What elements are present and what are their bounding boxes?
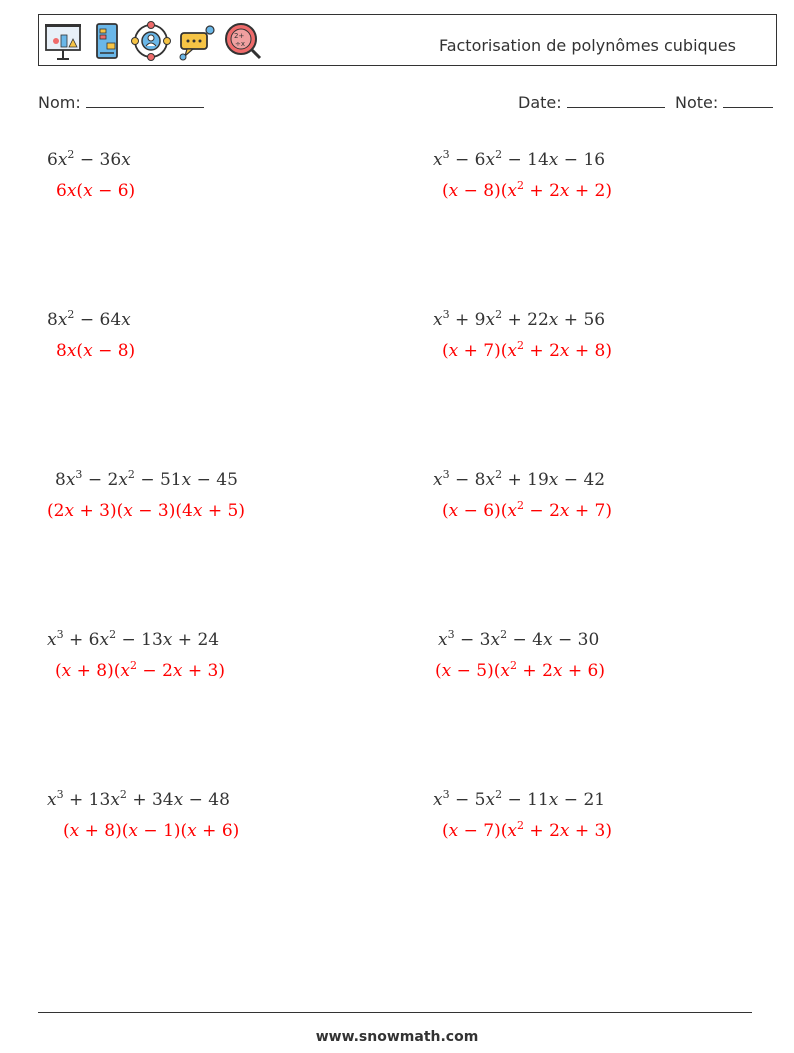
footer-url[interactable]: www.snowmath.com xyxy=(315,1029,479,1045)
presentation-board-icon xyxy=(43,21,83,61)
exercise-answer: 8x(x − 8) xyxy=(56,341,136,361)
exercise-problem: $x^3 - 8x^2 + 19x - 42$ xyxy=(433,468,606,490)
exercise-answer: 6x(x − 6) xyxy=(56,181,136,201)
name-label: Nom: xyxy=(38,93,81,112)
exercise-answer: $(x + 7)(x^2 + 2x + 8)$ xyxy=(442,339,613,361)
name-field[interactable] xyxy=(38,93,204,112)
exercise-problem: $x^3 + 9x^2 + 22x + 56$ xyxy=(433,308,606,330)
exercise-problem: $x^3 - 3x^2 - 4x - 30$ xyxy=(438,628,600,650)
score-label: Note: xyxy=(675,93,719,112)
date-blank-line[interactable] xyxy=(567,93,665,108)
exercise-problem: $x^3 + 13x^2 + 34x - 48$ xyxy=(47,788,230,810)
exercise-problem: $x^3 - 5x^2 - 11x - 21$ xyxy=(433,788,606,810)
exercise-problem: $8x^2 - 64x$ xyxy=(47,308,131,330)
name-blank-line[interactable] xyxy=(86,93,204,108)
date-label: Date: xyxy=(518,93,562,112)
footer-divider xyxy=(38,1012,752,1013)
exercise-problem: $8x^3 - 2x^2 - 51x - 45$ xyxy=(55,468,238,490)
exercise-answer: $(x - 6)(x^2 - 2x + 7)$ xyxy=(442,499,613,521)
mobile-chart-icon xyxy=(87,21,127,61)
exercise-answer: $(x + 8)(x^2 - 2x + 3)$ xyxy=(55,659,226,681)
score-field[interactable] xyxy=(675,93,773,112)
svg-text:2+: 2+ xyxy=(234,32,245,40)
exercise-answer: (2x + 3)(x − 3)(4x + 5) xyxy=(47,501,245,521)
worksheet-title: Factorisation de polynômes cubiques xyxy=(438,36,736,55)
chat-bubbles-icon xyxy=(177,21,217,61)
date-field[interactable] xyxy=(518,93,665,112)
worksheet-header xyxy=(38,14,777,66)
exercise-answer: $(x - 8)(x^2 + 2x + 2)$ xyxy=(442,179,613,201)
exercise-problem: $6x^2 - 36x$ xyxy=(47,148,131,170)
math-magnifier-icon xyxy=(223,21,263,61)
score-blank-line[interactable] xyxy=(723,93,773,108)
exercise-answer: $(x - 5)(x^2 + 2x + 6)$ xyxy=(435,659,606,681)
exercise-problem: $x^3 + 6x^2 - 13x + 24$ xyxy=(47,628,220,650)
exercise-answer: (x + 8)(x − 1)(x + 6) xyxy=(63,821,240,841)
network-people-icon xyxy=(131,21,171,61)
exercise-answer: $(x - 7)(x^2 + 2x + 3)$ xyxy=(442,819,613,841)
exercise-problem: $x^3 - 6x^2 - 14x - 16$ xyxy=(433,148,606,170)
svg-text:÷x: ÷x xyxy=(235,40,246,48)
